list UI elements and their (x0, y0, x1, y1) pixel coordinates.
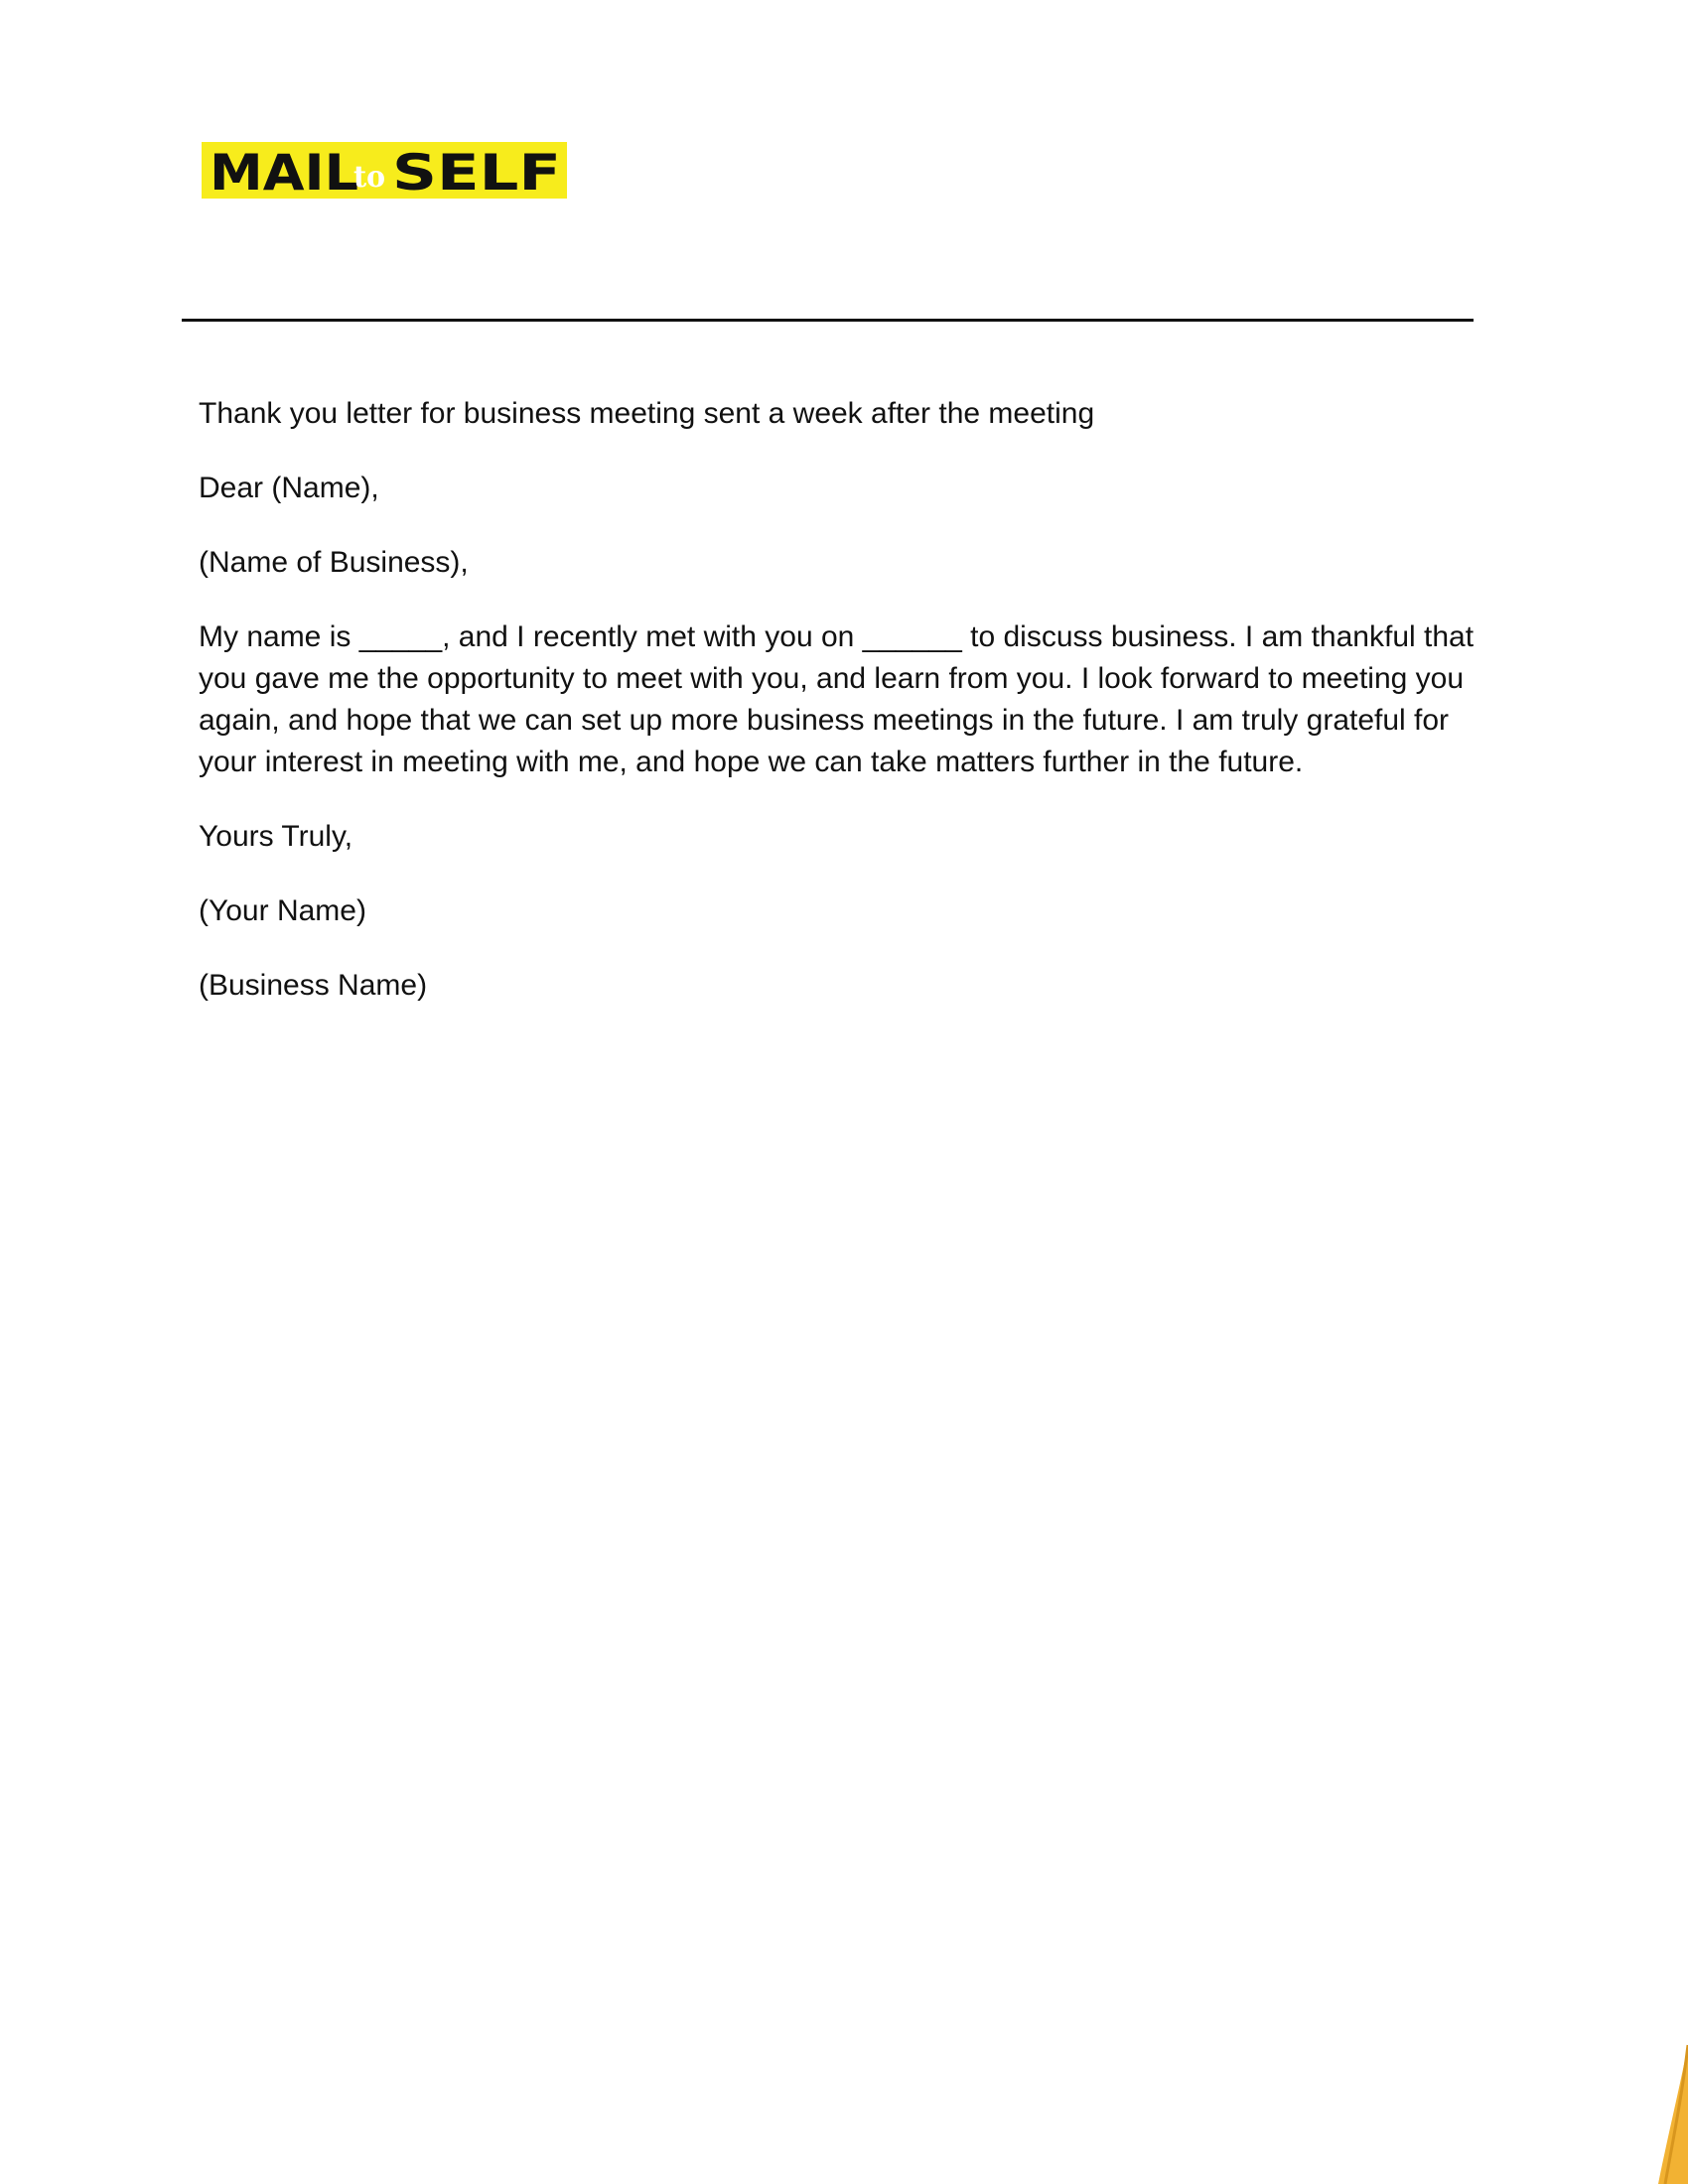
letter-subject: Thank you letter for business meeting sent a week after the meeting (199, 397, 1095, 430)
logo-wordmark (202, 142, 567, 199)
logo-text-self: SELF (392, 144, 561, 199)
logo-text-to: to (353, 160, 385, 195)
letter-signature-name: (Your Name) (199, 894, 366, 927)
logo-text-mail: MAIL (210, 144, 358, 199)
corner-decoration (1638, 1985, 1688, 2184)
mail-to-self-logo (202, 142, 567, 199)
letter-signature-business: (Business Name) (199, 969, 428, 1002)
letter-body: My name is _____, and I recently met with you on ______ to discuss business. I am thankful that you gave me the opportunity to meet with you, and learn from you. I look forward to meeting you again, and hope that we can set up more business meetings in the future. I am truly grateful for your interest in meeting with me, and hope we can take matters further in the future. (199, 620, 1475, 778)
letter-closing: Yours Truly, (199, 820, 353, 853)
letter-business-line: (Name of Business), (199, 546, 469, 579)
letter-content (199, 393, 1509, 1039)
header-divider (182, 319, 1474, 322)
letter-salutation: Dear (Name), (199, 472, 379, 504)
corner-swoosh-shape (1638, 1985, 1688, 2184)
